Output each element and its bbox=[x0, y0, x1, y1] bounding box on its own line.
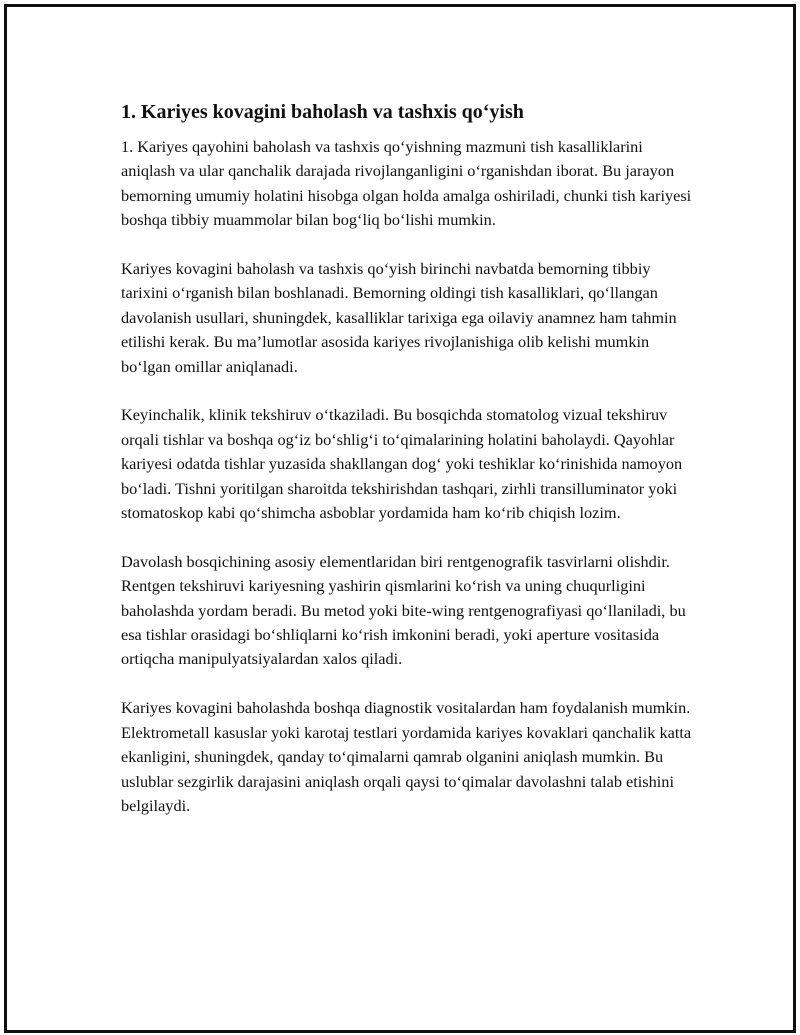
paragraph-2: Kariyes kovagini baholash va tashxis qo‘yish birinchi navbatda bemorning tibbiy tarixini o‘rganish bilan boshlanadi. Bemorning oldingi tish kasalliklari, qo‘llangan davolanish usullari, shuningdek, kasalliklar tarixiga ega oilaviy anamnez ham tahmin etilishi kerak. Bu ma’lumotlar asosida kariyes rivojlanishiga olib kelishi mumkin bo‘lgan omillar aniqlanadi. bbox=[121, 259, 677, 376]
paragraph-1: 1. Kariyes qayohini baholash va tashxis qo‘yishning mazmuni tish kasalliklarini aniqlash va ular qanchalik darajada rivojlanganligini o‘rganishdan iborat. Bu jarayon bemorning umumiy holatini hisobga olgan holda amalga oshiriladi, chunki tish kariyesi boshqa tibbiy muammolar bilan bog‘liq bo‘lishi mumkin. bbox=[121, 137, 692, 230]
page-frame bbox=[4, 4, 796, 1033]
document-body bbox=[121, 99, 701, 843]
paragraph-3: Keyinchalik, klinik tekshiruv o‘tkaziladi. Bu bosqichda stomatolog vizual tekshiruv orqali tishlar va boshqa og‘iz bo‘shlig‘i to‘qimalarining holatini baholaydi. Qayohlar kariyesi odatda tishlar yuzasida shakllangan dog‘ yoki teshiklar ko‘rinishida namoyon bo‘ladi. Tishni yoritilgan sharoitda tekshirishdan tashqari, zirhli transilluminator yoki stomatoskop kabi qo‘shimcha asboblar yordamida ham ko‘rib chiqish lozim. bbox=[121, 405, 683, 523]
document-title: 1. Kariyes kovagini baholash va tashxis qo‘yish bbox=[121, 101, 524, 123]
paragraph-5: Kariyes kovagini baholashda boshqa diagnostik vositalardan ham foydalanish mumkin. Elektrometall kasuslar yoki karotaj testlari yordamida kariyes kovaklari qanchalik katta ekanligini, shuningdek, qanday to‘qimalarni qamrab olganini aniqlash mumkin. Bu uslublar sezgirlik darajasini aniqlash orqali qaysi to‘qimalar davolashni talab etishini belgilaydi. bbox=[121, 698, 692, 815]
paragraph-4: Davolash bosqichining asosiy elementlaridan biri rentgenografik tasvirlarni olishdir. Rentgen tekshiruvi kariyesning yashirin qismlarini ko‘rish va uning chuqurligini baholashda yordam beradi. Bu metod yoki bite-wing rentgenografiyasi qo‘llaniladi, bu esa tishlar orasidagi bo‘shliqlarni ko‘rish imkonini beradi, yoki aperture vositasida ortiqcha manipulyatsiyalardan xalos qiladi. bbox=[121, 551, 686, 669]
